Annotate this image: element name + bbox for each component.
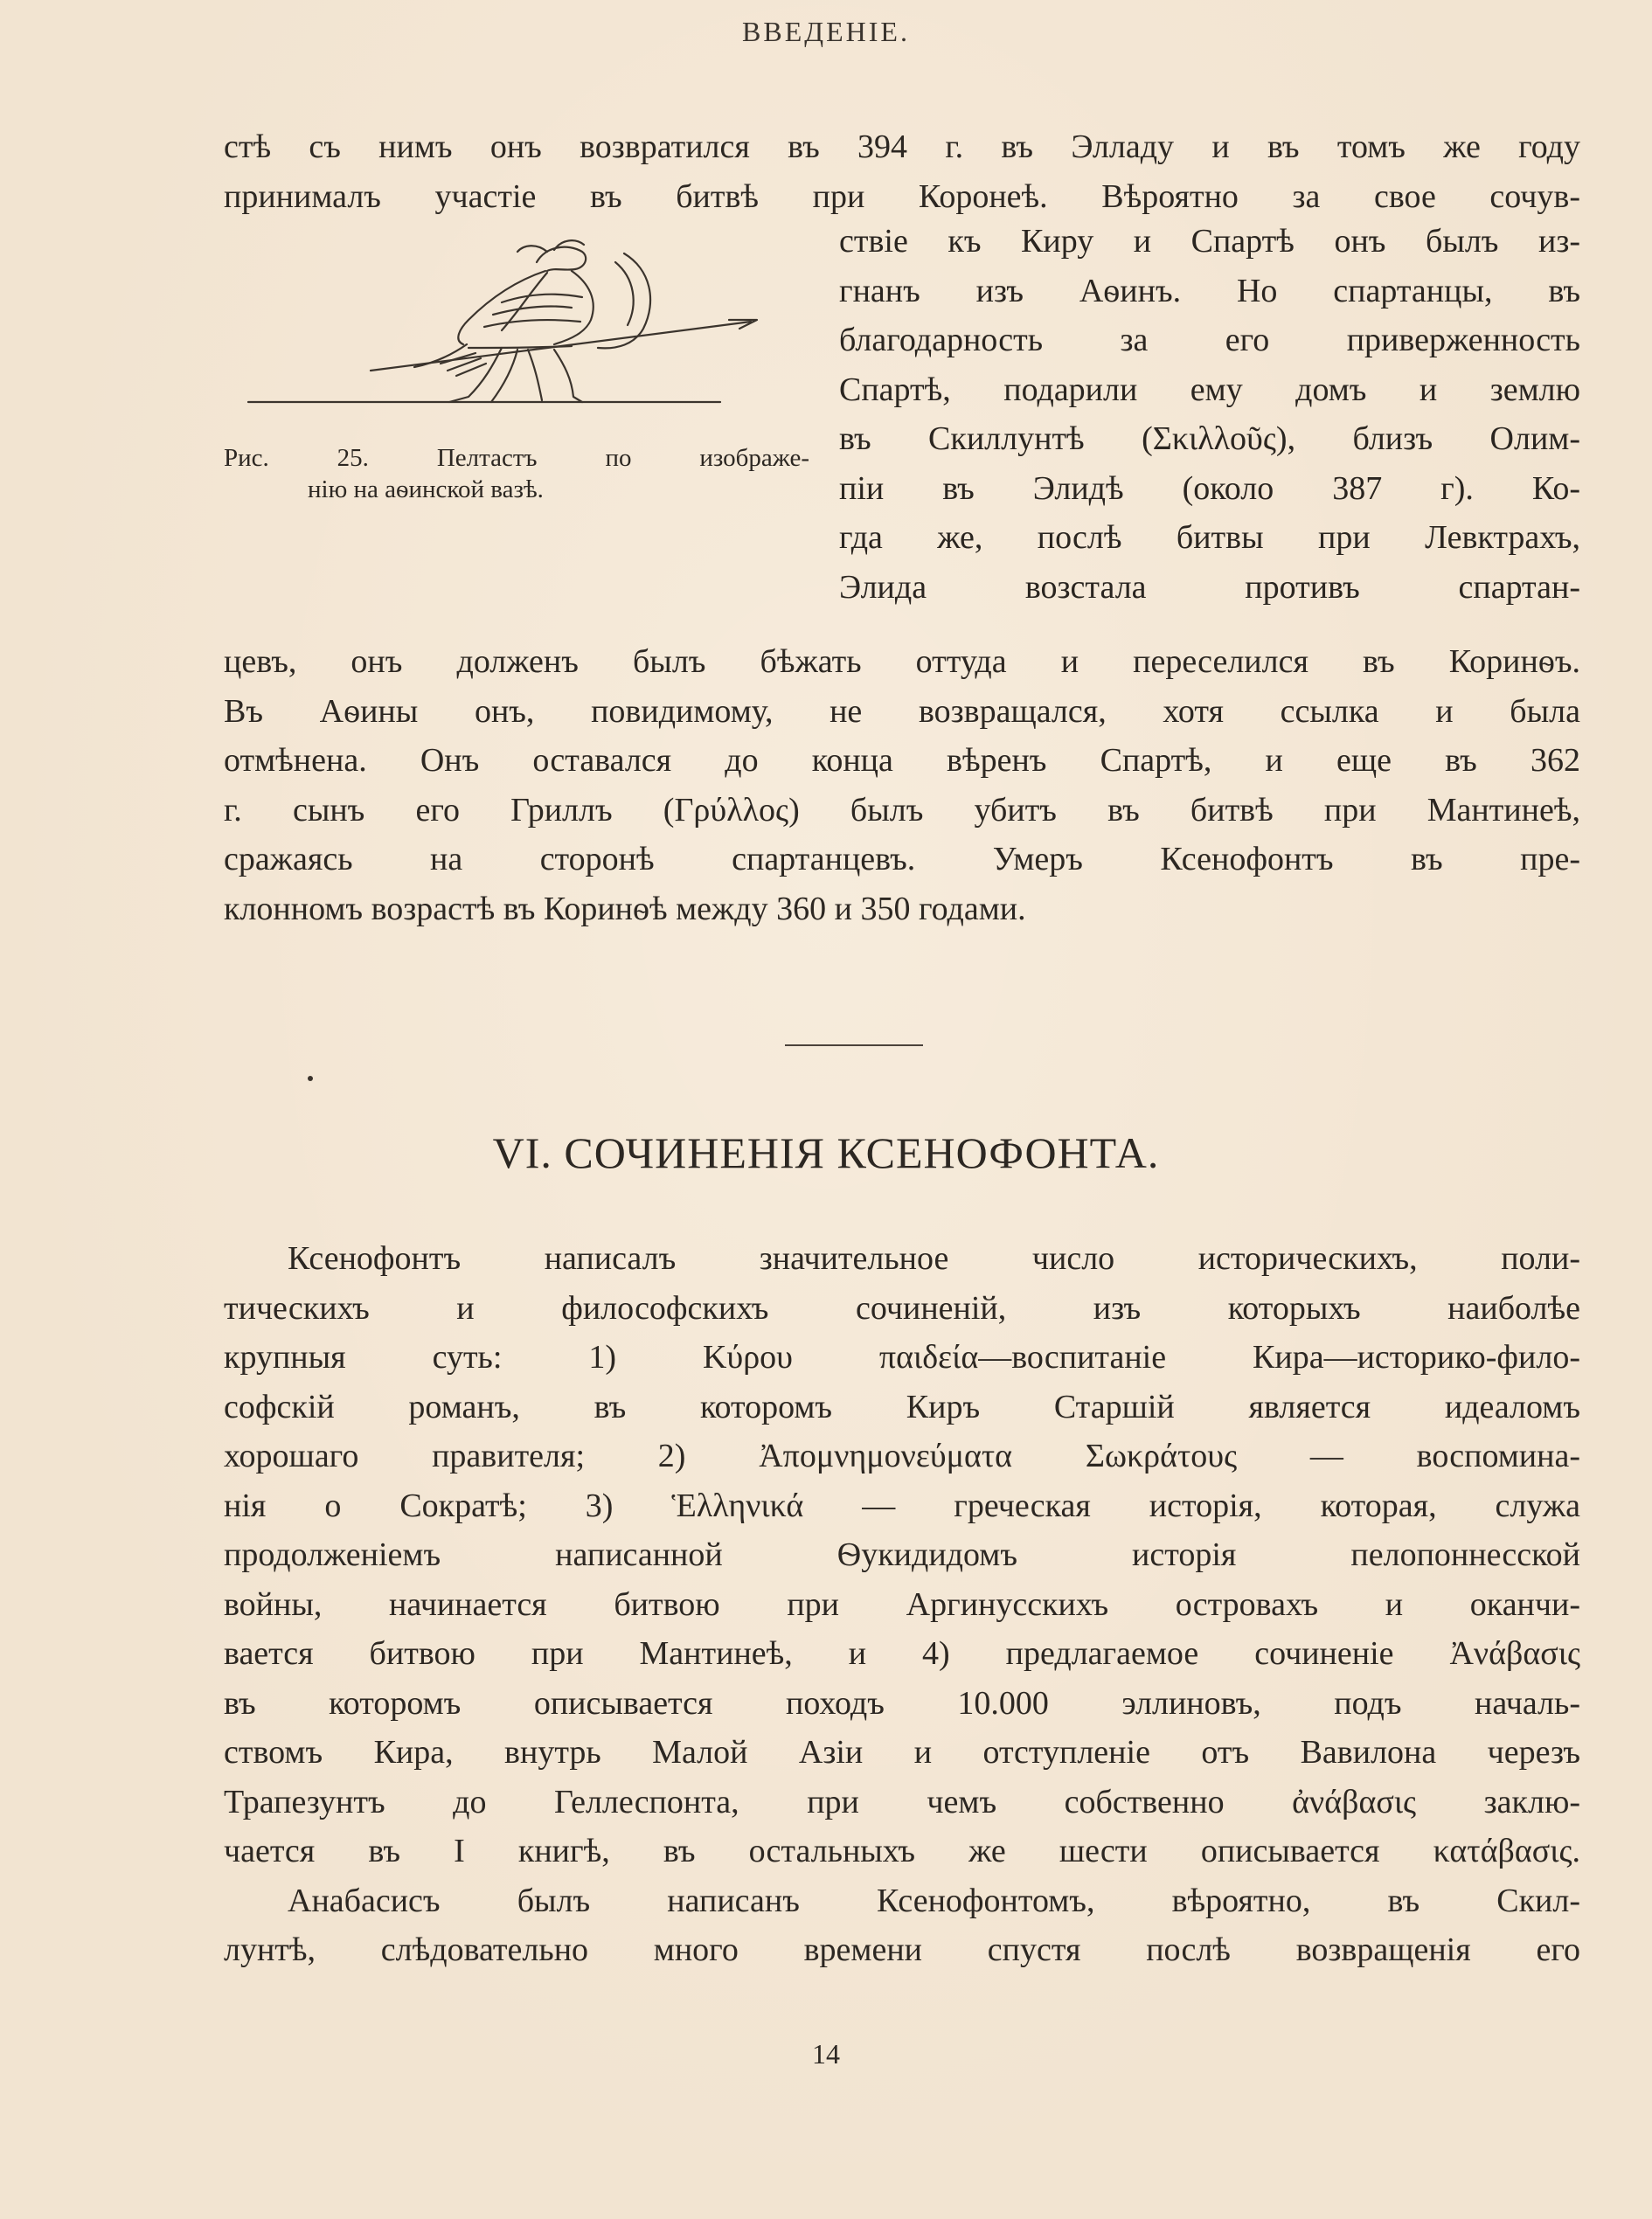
text-line: софскій романъ, въ которомъ Киръ Старшій является идеаломъ	[224, 1388, 1580, 1425]
text-line: войны, начинается битвою при Аргинусскихъ островахъ и оканчи-	[224, 1585, 1580, 1623]
text-line: вается битвою при Мантинеѣ, и 4) предлагаемое сочиненіе Ἀνάβασις	[224, 1635, 1580, 1672]
text-line: Трапезунтъ до Геллеспонта, при чемъ собственно ἀνάβασις заклю-	[224, 1783, 1580, 1820]
text-line: принималъ участіе въ битвѣ при Коронеѣ. Вѣроятно за свое сочув-	[224, 177, 1580, 215]
text-line: Спартѣ, подарили ему домъ и землю	[839, 371, 1580, 408]
text-line: стѣ съ нимъ онъ возвратился въ 394 г. въ Элладу и въ томъ же году	[224, 128, 1580, 165]
text-line: въ Скиллунтѣ (Σκιλλοῦς), близъ Олим-	[839, 420, 1580, 457]
running-head: ВВЕДЕНІЕ.	[742, 16, 910, 47]
text-line: клонномъ возрастѣ въ Коринѳѣ между 360 и 350 годами.	[224, 890, 1026, 927]
text-line: Элида возстала противъ спартан-	[839, 568, 1580, 606]
peltast-vase-drawing	[239, 217, 781, 409]
text-line: Ксенофонтъ написалъ значительное число историческихъ, поли-	[288, 1240, 1580, 1277]
text-line: тическихъ и философскихъ сочиненій, изъ которыхъ наиболѣе	[224, 1289, 1580, 1327]
text-line: отмѣнена. Онъ оставался до конца вѣренъ Спартѣ, и еще въ 362	[224, 742, 1580, 779]
text-line: благодарность за его приверженность	[839, 322, 1580, 358]
wrapped-text	[839, 217, 1580, 612]
text-line: крупныя суть: 1) Κύρου παιδεία—воспитаніе Кира—историко-фило-	[224, 1339, 1580, 1376]
figure-wrap-area	[224, 217, 1580, 654]
paragraph-top	[224, 122, 1580, 221]
section-divider	[785, 1044, 923, 1046]
text-line: г. сынъ его Гриллъ (Γρύλλος) былъ убитъ въ битвѣ при Мантинеѣ,	[224, 791, 1580, 829]
text-line: Анабасисъ былъ написанъ Ксенофонтомъ, вѣроятно, въ Скил-	[288, 1882, 1580, 1919]
text-line: хорошаго правителя; 2) Ἀπομνημονεύματα Σωκράτους — воспомина-	[224, 1438, 1580, 1474]
text-line: ствомъ Кира, внутрь Малой Азіи и отступленіе отъ Вавилона черезъ	[224, 1734, 1580, 1771]
text-line: цевъ, онъ долженъ былъ бѣжать оттуда и переселился въ Коринѳъ.	[224, 643, 1580, 680]
paragraph-continuation	[224, 637, 1580, 933]
ink-speck	[308, 1076, 313, 1081]
text-line: чается въ I книгѣ, въ остальныхъ же шести описывается κατάβασις.	[224, 1833, 1580, 1869]
text-line: продолженіемъ написанной Ѳукидидомъ исторія пелопоннесской	[224, 1536, 1580, 1573]
section-body	[224, 1234, 1580, 1975]
figure-25	[224, 217, 809, 505]
text-line: піи въ Элидѣ (около 387 г). Ко-	[839, 469, 1580, 507]
text-line: гда же, послѣ битвы при Левктрахъ,	[839, 519, 1580, 556]
page-number: 14	[812, 2038, 840, 2070]
text-line: Въ Аѳины онъ, повидимому, не возвращался, хотя ссылка и была	[224, 692, 1580, 730]
text-line: сражаясь на сторонѣ спартанцевъ. Умеръ Ксенофонтъ въ пре-	[224, 841, 1580, 877]
section-title: VI. СОЧИНЕНІЯ КСЕНОФОНТА.	[492, 1128, 1160, 1177]
caption-line: нію на аѳинской вазѣ.	[308, 475, 544, 503]
text-line: ствіе къ Киру и Спартѣ онъ былъ из-	[839, 223, 1580, 260]
text-line: нія о Сократѣ; 3) Ἑλληνικά — греческая исторія, которая, служа	[224, 1487, 1580, 1524]
caption-line: Рис. 25. Пелтастъ по изображе-	[224, 444, 809, 472]
text-line: лунтѣ, слѣдовательно много времени спустя послѣ возвращенія его	[224, 1931, 1580, 1968]
figure-caption	[224, 442, 809, 505]
text-line: гнанъ изъ Аѳинъ. Но спартанцы, въ	[839, 272, 1580, 309]
text-line: въ которомъ описывается походъ 10.000 эллиновъ, подъ началь-	[224, 1684, 1580, 1722]
